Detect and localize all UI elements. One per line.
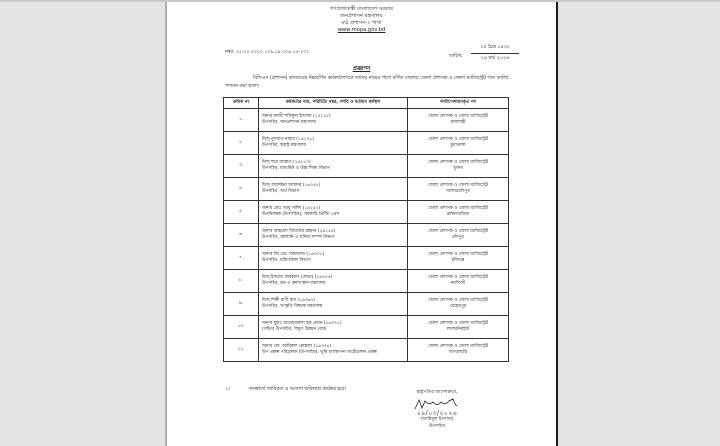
posting-district: চাঁদপুর xyxy=(452,235,464,240)
document-title: প্রজ্ঞাপন xyxy=(352,66,371,72)
table-row xyxy=(224,316,509,339)
posting-title: জেলা প্রশাসক ও জেলা ম্যাজিস্ট্রেট xyxy=(427,183,489,188)
officer-designation: উপ প্রকল্প পরিচালক (উপসচিব), ভূমি ব্যবস্থাপনা অটোমেশন প্রকল্প xyxy=(262,350,377,355)
officer-cell xyxy=(259,339,408,362)
officer-designation: উপসচিব, মাধ্যমিক ও উচ্চ শিক্ষা বিভাগ xyxy=(262,166,330,171)
officer-cell xyxy=(259,270,408,293)
table-row xyxy=(224,132,509,155)
officer-cell xyxy=(259,316,408,339)
posting-district: ব্রাহ্মণবাড়িয়া xyxy=(446,212,470,217)
table-row xyxy=(224,247,509,270)
officer-cell xyxy=(259,247,408,270)
signature-block xyxy=(387,390,487,430)
posting-title: জেলা প্রশাসক ও জেলা ম্যাজিস্ট্রেট xyxy=(427,206,489,211)
serial-cell xyxy=(224,339,259,362)
serial-cell xyxy=(224,155,259,178)
officer-cell xyxy=(259,293,408,316)
serial-cell xyxy=(224,270,259,293)
footer-note-text: জনস্বার্থে জারিকৃত এ আদেশ অবিলম্বে কার্যকর হবে। xyxy=(248,387,347,392)
posting-district: মেহেরপুর xyxy=(449,304,467,309)
serial-cell xyxy=(224,132,259,155)
officer-designation: উপনিয়ন্ত্রক (উপসচিব), সরকারি প্রিন্টিং প্রেস xyxy=(262,212,340,217)
officer-cell xyxy=(259,178,408,201)
table-header-row xyxy=(224,98,509,109)
serial-cell xyxy=(224,293,259,316)
posting-district: যশোর/চাঁদপুর xyxy=(446,189,470,194)
posting-cell xyxy=(408,270,509,293)
serial-cell xyxy=(224,224,259,247)
serial-cell xyxy=(224,178,259,201)
serial-number: ৬. xyxy=(238,232,244,237)
date-block xyxy=(449,44,519,63)
officer-designation: উপসচিব, জ্বালানি ও খনিজ সম্পদ বিভাগ xyxy=(262,235,335,240)
serial-number: ১১. xyxy=(237,347,245,352)
serial-number: ৭. xyxy=(238,255,244,260)
officer-name: মিজ্ শিল্পী রাণী রায় (১৬৩৬৭) xyxy=(262,298,316,303)
gregorian-date: ২৯ মার্চ ২০২৬ xyxy=(480,56,510,61)
signature-scrawl xyxy=(387,397,487,411)
table-row xyxy=(224,178,509,201)
officer-name: জনাব জি.এম. সরফরাজ (১৬৩৩১) xyxy=(262,252,325,257)
document-page xyxy=(165,2,558,446)
closing-text: রাষ্ট্রপতির আদেশক্রমে, xyxy=(416,390,458,395)
serial-cell xyxy=(224,201,259,224)
posting-cell xyxy=(408,201,509,224)
table-row xyxy=(224,201,509,224)
signature-date: ২৯/০৩/২০২৬ xyxy=(416,409,458,417)
table-row xyxy=(224,224,509,247)
header-officer: কর্মকর্তার নাম, পরিচিতি নম্বর, পদবি ও বর্তমান কর্মস্থল xyxy=(259,98,408,109)
officer-name: মিজ্ হুরে জান্নাত (১৬১১৩) xyxy=(262,160,311,165)
officer-cell xyxy=(259,109,408,132)
serial-number: ৪. xyxy=(238,186,244,191)
posting-cell xyxy=(408,316,509,339)
posting-district: রাজশাহী xyxy=(450,120,466,125)
bangla-date: ১৫ চৈত্র ১৪৩২ xyxy=(471,44,519,54)
header-serial: ক্রমিক নং xyxy=(224,98,259,109)
posting-cell xyxy=(408,178,509,201)
officer-name: জনাব মোঃ আবু সাঈদ (১৬২৫২) xyxy=(262,206,321,211)
ministry-name: জনপ্রশাসন মন্ত্রণালয় xyxy=(340,13,383,19)
letterhead xyxy=(167,6,556,34)
posting-district: খাগড়াছড়ি xyxy=(448,350,468,355)
table-row xyxy=(224,293,509,316)
officer-name: জনাব কাজী শফিকুল ইসলাম (১৫১২৮) xyxy=(262,114,331,119)
serial-number: ৯. xyxy=(238,301,244,306)
signatory-name: (আমিনুল ইসলাম) xyxy=(420,417,454,422)
posting-title: জেলা প্রশাসক ও জেলা ম্যাজিস্ট্রেট xyxy=(427,344,489,349)
serial-number: ১০. xyxy=(237,324,245,329)
table-row xyxy=(224,339,509,362)
officer-designation: উপসচিব, স্বরাষ্ট্র মন্ত্রণালয় xyxy=(262,143,306,148)
officer-cell xyxy=(259,224,408,247)
officer-designation: উপসচিব, মন্ত্রিপরিষদ বিভাগ xyxy=(262,258,311,263)
posting-title: জেলা প্রশাসক ও জেলা ম্যাজিস্ট্রেট xyxy=(427,160,489,165)
footer-note xyxy=(225,386,346,394)
serial-cell xyxy=(224,316,259,339)
serial-number: ২. xyxy=(238,140,244,145)
serial-number: ৮. xyxy=(238,278,244,283)
posting-cell xyxy=(408,155,509,178)
officer-cell xyxy=(259,155,408,178)
posting-title: জেলা প্রশাসক ও জেলা ম্যাজিস্ট্রেট xyxy=(427,252,489,257)
table-row xyxy=(224,270,509,293)
intro-paragraph: বিসিএস (প্রশাসন) ক্যাডারের নিম্নবর্ণিত কর্মকর্তাগণকে তাদের নামের পাশে বর্ণিত জেলায় জেলা প্রশাসক ও জেলা ম্যাজিস্ট্রেট পদে বদলি/পদায়ন করা হলো: xyxy=(225,76,509,89)
posting-title: জেলা প্রশাসক ও জেলা ম্যাজিস্ট্রেট xyxy=(427,137,489,142)
table-row xyxy=(224,155,509,178)
serial-number: ১. xyxy=(238,117,244,122)
officer-name: মিজ্ আফরিনা আক্তার (১৬২৪৮) xyxy=(262,183,321,188)
posting-title: জেলা প্রশাসক ও জেলা ম্যাজিস্ট্রেট xyxy=(427,275,489,280)
table-row xyxy=(224,109,509,132)
posting-cell xyxy=(408,247,509,270)
officer-designation: উপসচিব, অর্থ বিভাগ xyxy=(262,189,300,194)
section-name: মাঠ প্রশাসন-২ শাখা xyxy=(341,20,382,26)
header-posting: বদলি/পদায়নকৃত পদ xyxy=(408,98,509,109)
officer-name: জনাব মুহাঃ আনোয়ারুল হক প্রধান (১৬৩৭৮) xyxy=(262,321,342,326)
officer-designation: (সচিব) উপসচিব, বিদ্যুৎ উন্নয়ন বোর্ড xyxy=(262,327,327,332)
posting-district: হবিগঞ্জ xyxy=(451,258,465,263)
officer-name: জনাব মো: আমিরুল মোস্তফা (১৬৩৫৪) xyxy=(262,344,332,349)
posting-district: নরসিংদী xyxy=(450,281,466,286)
serial-cell xyxy=(224,247,259,270)
posting-district: খুলনা xyxy=(452,166,464,171)
footer-note-number: ২। xyxy=(225,387,230,392)
serial-cell xyxy=(224,109,259,132)
memo-number: নম্বর: ০৫.০০.০০০০.১৩৯.১৯.০০৬.২৫-২০২ xyxy=(225,50,310,55)
officer-name: মিজ্ ইসরাত ফারহানা (লেভা) (১৬৩৫৪) xyxy=(262,275,333,280)
serial-number: ৩. xyxy=(238,163,244,168)
officer-name: জনাব আহমেদ জিয়াউর রহমান (১৬২৫৪) xyxy=(262,229,336,234)
posting-title: জেলা প্রশাসক ও জেলা ম্যাজিস্ট্রেট xyxy=(427,114,489,119)
officer-designation: উপসচিব, শ্রম ও কর্মসংস্থান মন্ত্রণালয় xyxy=(262,281,326,286)
signatory-designation: উপসচিব xyxy=(428,423,446,429)
posting-title: জেলা প্রশাসক ও জেলা ম্যাজিস্ট্রেট xyxy=(427,321,489,326)
date-label: তারিখ: xyxy=(449,54,463,59)
government-name: গণপ্রজাতন্ত্রী বাংলাদেশ সরকার xyxy=(330,6,393,12)
officer-cell xyxy=(259,201,408,224)
posting-district: লালমনিরহাট xyxy=(446,327,470,332)
posting-cell xyxy=(408,132,509,155)
posting-cell xyxy=(408,293,509,316)
serial-number: ৫. xyxy=(238,209,244,214)
officer-designation: উপসচিব, সংস্কৃতি বিষয়ক মন্ত্রণালয় xyxy=(262,304,323,309)
posting-title: জেলা প্রশাসক ও জেলা ম্যাজিস্ট্রেট xyxy=(427,229,489,234)
officer-name: মিজ্ নুসরাত নাহার (১৬১০৮) xyxy=(262,137,314,142)
posting-cell xyxy=(408,339,509,362)
officer-cell xyxy=(259,132,408,155)
posting-cell xyxy=(408,109,509,132)
signature-icon xyxy=(413,397,461,411)
website-link[interactable]: www.mopa.gov.bd xyxy=(337,27,386,33)
posting-cell xyxy=(408,224,509,247)
officer-designation: উপসচিব, জনপ্রশাসন মন্ত্রণালয় xyxy=(262,120,317,125)
transfer-table xyxy=(223,97,509,362)
posting-district: চুয়াডাঙ্গা xyxy=(450,143,466,148)
posting-title: জেলা প্রশাসক ও জেলা ম্যাজিস্ট্রেট xyxy=(427,298,489,303)
